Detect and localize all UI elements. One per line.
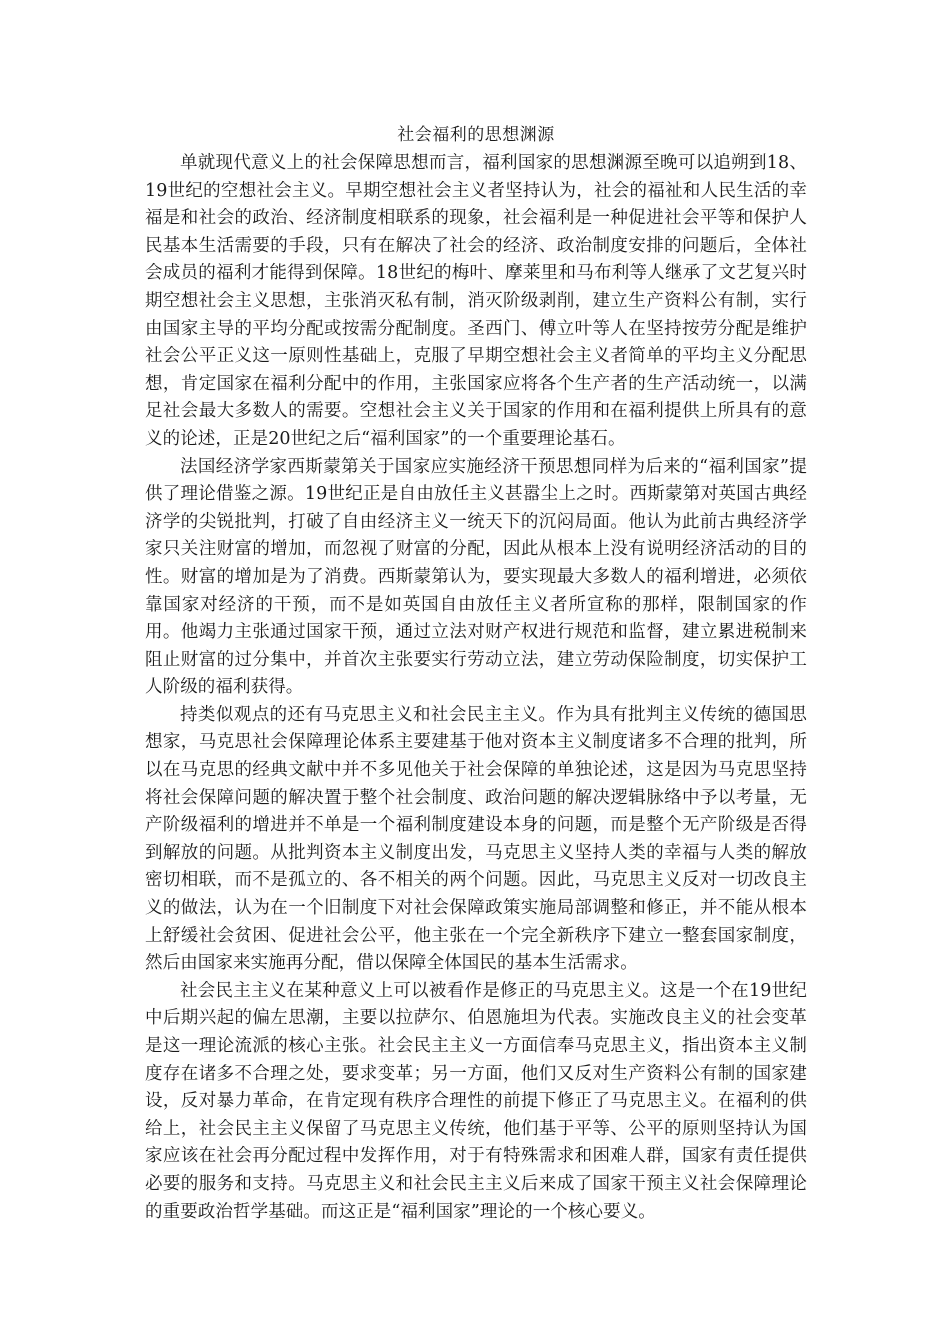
document-page xyxy=(145,122,807,1226)
paragraph-marxism: 持类似观点的还有马克思主义和社会民主主义。作为具有批判主义传统的德国思想家，马克思社会保障理论体系主要建基于他对资本主义制度诸多不合理的批判，所以在马克思的经典文献中并不多见他关于社会保障的单独论述，这是因为马克思坚持将社会保障问题的解决置于整个社会制度、政治问题的解决逻辑脉络中予以考量，无产阶级福利的增进并不单是一个福利制度建设本身的问题，而是整个无产阶级是否得到解放的问题。从批判资本主义制度出发，马克思主义坚持人类的幸福与人类的解放密切相联，而不是孤立的、各不相关的两个问题。因此，马克思主义反对一切改良主义的做法，认为在一个旧制度下对社会保障政策实施局部调整和修正，并不能从根本上舒缓社会贫困、促进社会公平，他主张在一个完全新秩序下建立一整套国家制度，然后由国家来实施再分配，借以保障全体国民的基本生活需求。 xyxy=(145,704,807,974)
paragraph-utopian-socialism: 单就现代意义上的社会保障思想而言，福利国家的思想渊源至晚可以追朔到18、19世纪的空想社会主义。早期空想社会主义者坚持认为，社会的福祉和人民生活的幸福是和社会的政治、经济制度相联系的现象，社会福利是一种促进社会平等和保护人民基本生活需要的手段，只有在解决了社会的经济、政治制度安排的问题后，全体社会成员的福利才能得到保障。18世纪的梅叶、摩莱里和马布利等人继承了文艺复兴时期空想社会主义思想，主张消灭私有制，消灭阶级剥削，建立生产资料公有制，实行由国家主导的平均分配或按需分配制度。圣西门、傅立叶等人在坚持按劳分配是维护社会公平正义这一原则性基础上，克服了早期空想社会主义者简单的平均主义分配思想，肯定国家在福利分配中的作用，主张国家应将各个生产者的生产活动统一，以满足社会最大多数人的需要。空想社会主义关于国家的作用和在福利提供上所具有的意义的论述，正是20世纪之后“福利国家”的一个重要理论基石。 xyxy=(145,153,807,449)
paragraph-social-democracy: 社会民主主义在某种意义上可以被看作是修正的马克思主义。这是一个在19世纪中后期兴起的偏左思潮，主要以拉萨尔、伯恩施坦为代表。实施改良主义的社会变革是这一理论流派的核心主张。社会民主主义一方面信奉马克思主义，指出资本主义制度存在诸多不合理之处，要求变革；另一方面，他们又反对生产资料公有制的国家建设，反对暴力革命，在肯定现有秩序合理性的前提下修正了马克思主义。在福利的供给上，社会民主主义保留了马克思主义传统，他们基于平等、公平的原则坚持认为国家应该在社会再分配过程中发挥作用，对于有特殊需求和困难人群，国家有责任提供必要的服务和支持。马克思主义和社会民主主义后来成了国家干预主义社会保障理论的重要政治哲学基础。而这正是“福利国家”理论的一个核心要义。 xyxy=(145,980,807,1222)
document-title: 社会福利的思想渊源 xyxy=(397,125,555,145)
paragraph-sismondi: 法国经济学家西斯蒙第关于国家应实施经济干预思想同样为后来的“福利国家”提供了理论借鉴之源。19世纪正是自由放任主义甚嚣尘上之时。西斯蒙第对英国古典经济学的尖锐批判，打破了自由经济主义一统天下的沉闷局面。他认为此前古典经济学家只关注财富的增加，而忽视了财富的分配，因此从根本上没有说明经济活动的目的性。财富的增加是为了消费。西斯蒙第认为，要实现最大多数人的福利增进，必须依靠国家对经济的干预，而不是如英国自由放任主义者所宣称的那样，限制国家的作用。他竭力主张通过国家干预，通过立法对财产权进行规范和监督，建立累进税制来阻止财富的过分集中，并首次主张要实行劳动立法，建立劳动保险制度，切实保护工人阶级的福利获得。 xyxy=(145,456,807,698)
